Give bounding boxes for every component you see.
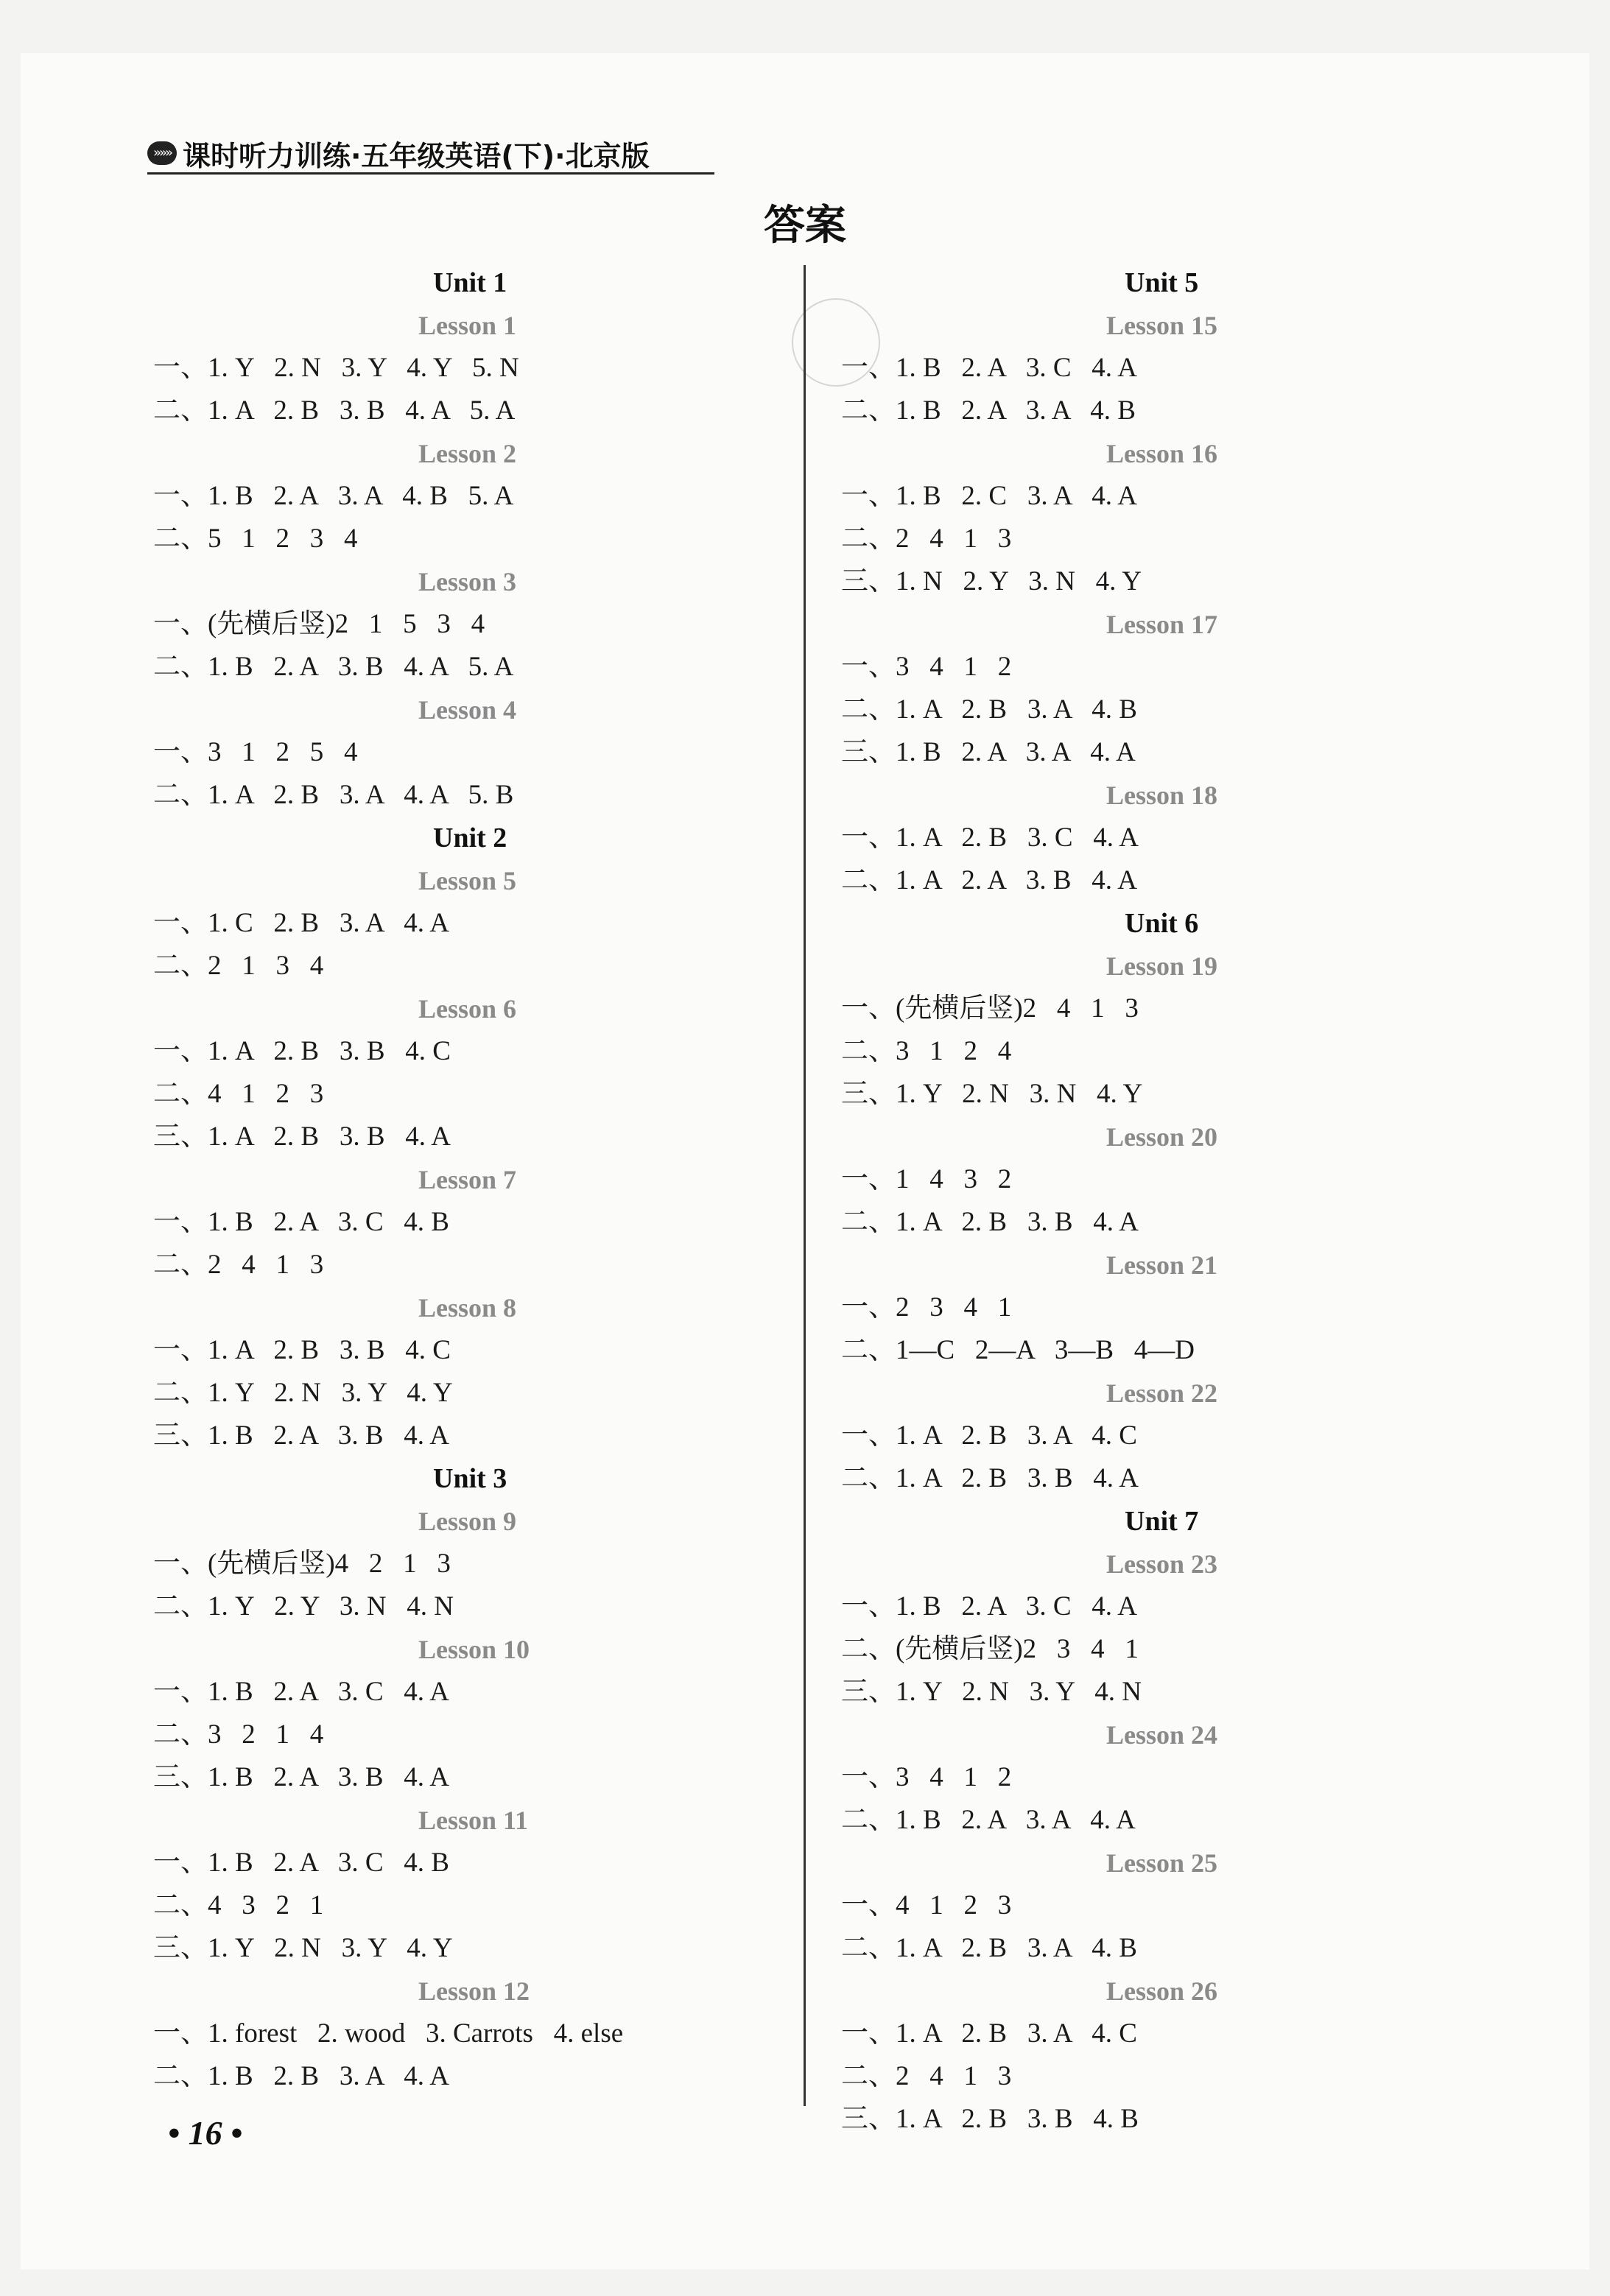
lesson-heading: Lesson 24 [1106, 1720, 1218, 1750]
lesson-heading: Lesson 9 [418, 1507, 517, 1536]
answer-line: 二、1. A 2. B 3. B 4. A [841, 1207, 1139, 1237]
answer-line: 二、1. Y 2. Y 3. N 4. N [153, 1591, 454, 1621]
answer-line: 二、1. A 2. B 3. A 4. B [841, 1933, 1137, 1963]
lesson-heading: Lesson 18 [1106, 781, 1218, 810]
answer-line: 二、1. A 2. A 3. B 4. A [841, 865, 1137, 895]
answer-line: 二、1. A 2. B 3. B 4. A [841, 1463, 1139, 1493]
answer-line: 三、1. Y 2. N 3. N 4. Y [841, 1079, 1143, 1109]
answer-line: 二、1. B 2. B 3. A 4. A [153, 2061, 449, 2091]
left-column [153, 261, 816, 2098]
answer-line: 三、1. Y 2. N 3. Y 4. N [841, 1677, 1142, 1707]
answer-line: 二、3 2 1 4 [153, 1719, 324, 1750]
unit-heading: Unit 3 [433, 1463, 507, 1494]
lesson-heading: Lesson 19 [1106, 951, 1218, 981]
lesson-heading: Lesson 5 [418, 866, 517, 895]
answer-line: 二、2 1 3 4 [153, 951, 324, 981]
lesson-heading: Lesson 3 [418, 567, 517, 596]
answer-line: 三、1. Y 2. N 3. Y 4. Y [153, 1933, 453, 1963]
answer-line: 二、1. A 2. B 3. A 4. B [841, 694, 1137, 725]
answer-line: 三、1. N 2. Y 3. N 4. Y [841, 566, 1142, 596]
answer-line: 二、1. B 2. A 3. A 4. B [841, 395, 1136, 426]
answer-line: 二、(先横后竖)2 3 4 1 [841, 1634, 1139, 1664]
answer-line: 二、3 1 2 4 [841, 1036, 1012, 1066]
lesson-heading: Lesson 11 [418, 1806, 529, 1835]
lesson-heading: Lesson 25 [1106, 1848, 1218, 1878]
answer-line: 二、1. B 2. A 3. A 4. A [841, 1805, 1136, 1835]
answer-line: 一、1. B 2. A 3. C 4. A [841, 353, 1137, 383]
answer-line: 一、1. A 2. B 3. B 4. C [153, 1036, 451, 1066]
answer-line: 一、1. B 2. A 3. C 4. B [153, 1848, 449, 1878]
page-number: • 16 • [168, 2114, 243, 2152]
lesson-heading: Lesson 23 [1106, 1549, 1218, 1579]
answer-line: 一、1. C 2. B 3. A 4. A [153, 908, 449, 938]
answer-line: 一、1. forest 2. wood 3. Carrots 4. else [153, 2018, 624, 2049]
unit-heading: Unit 7 [1125, 1506, 1199, 1537]
answer-line: 一、1. B 2. A 3. A 4. B 5. A [153, 481, 514, 511]
arrows-icon: »»» [147, 141, 177, 165]
page-title: 答案 [764, 202, 846, 250]
answer-line: 一、(先横后竖)4 2 1 3 [153, 1549, 451, 1579]
answer-line: 二、1—C 2—A 3—B 4—D [841, 1335, 1195, 1365]
answer-line: 一、1. A 2. B 3. A 4. C [841, 2018, 1137, 2049]
lesson-heading: Lesson 6 [418, 994, 517, 1024]
answer-line: 一、3 4 1 2 [841, 652, 1012, 682]
book-title: 课时听力训练·五年级英语(下)·北京版 [183, 139, 650, 172]
lesson-heading: Lesson 1 [418, 311, 517, 340]
lesson-heading: Lesson 8 [418, 1293, 517, 1323]
answer-line: 一、1. Y 2. N 3. Y 4. Y 5. N [153, 353, 519, 383]
answer-line: 三、1. A 2. B 3. B 4. B [841, 2104, 1139, 2134]
answer-line: 三、1. B 2. A 3. B 4. A [153, 1762, 449, 1792]
answer-line: 一、1. B 2. C 3. A 4. A [841, 481, 1137, 511]
unit-heading: Unit 5 [1125, 267, 1199, 298]
lesson-heading: Lesson 15 [1106, 311, 1218, 340]
answer-line: 一、1. A 2. B 3. B 4. C [153, 1335, 451, 1365]
answer-line: 一、1. A 2. B 3. C 4. A [841, 823, 1139, 853]
answer-line: 一、3 4 1 2 [841, 1762, 1012, 1792]
answer-line: 二、2 4 1 3 [153, 1250, 324, 1280]
answer-line: 三、1. B 2. A 3. A 4. A [841, 737, 1136, 767]
answer-line: 一、1. A 2. B 3. A 4. C [841, 1420, 1137, 1451]
answer-line: 一、(先横后竖)2 1 5 3 4 [153, 609, 485, 639]
book-header [147, 134, 714, 175]
answer-line: 三、1. B 2. A 3. B 4. A [153, 1420, 449, 1451]
lesson-heading: Lesson 2 [418, 439, 517, 468]
answer-line: 一、3 1 2 5 4 [153, 737, 358, 767]
answer-line: 二、1. Y 2. N 3. Y 4. Y [153, 1378, 453, 1408]
answer-line: 二、1. A 2. B 3. A 4. A 5. B [153, 780, 514, 810]
answer-line: 一、1. B 2. A 3. C 4. B [153, 1207, 449, 1237]
answer-line: 一、(先横后竖)2 4 1 3 [841, 993, 1139, 1024]
lesson-heading: Lesson 26 [1106, 1976, 1218, 2006]
lesson-heading: Lesson 21 [1106, 1250, 1218, 1280]
answer-line: 二、2 4 1 3 [841, 524, 1012, 554]
answer-line: 二、1. B 2. A 3. B 4. A 5. A [153, 652, 514, 682]
answer-line: 一、1. B 2. A 3. C 4. A [841, 1591, 1137, 1621]
answer-line: 一、1. B 2. A 3. C 4. A [153, 1677, 449, 1707]
answer-line: 二、4 1 2 3 [153, 1079, 324, 1109]
lesson-heading: Lesson 16 [1106, 439, 1218, 468]
answer-line: 二、2 4 1 3 [841, 2061, 1012, 2091]
lesson-heading: Lesson 4 [418, 695, 517, 725]
answer-line: 二、5 1 2 3 4 [153, 524, 358, 554]
lesson-heading: Lesson 10 [418, 1635, 530, 1664]
answer-line: 一、1 4 3 2 [841, 1164, 1012, 1194]
answer-line: 一、4 1 2 3 [841, 1890, 1012, 1920]
unit-heading: Unit 1 [433, 267, 507, 298]
answer-line: 二、1. A 2. B 3. B 4. A 5. A [153, 395, 516, 426]
lesson-heading: Lesson 22 [1106, 1378, 1218, 1408]
lesson-heading: Lesson 17 [1106, 610, 1218, 639]
lesson-heading: Lesson 7 [418, 1165, 517, 1194]
unit-heading: Unit 6 [1125, 908, 1199, 939]
lesson-heading: Lesson 20 [1106, 1122, 1218, 1152]
lesson-heading: Lesson 12 [418, 1976, 530, 2006]
right-column [841, 261, 1504, 2141]
answer-line: 三、1. A 2. B 3. B 4. A [153, 1121, 451, 1152]
answer-line: 二、4 3 2 1 [153, 1890, 324, 1920]
unit-heading: Unit 2 [433, 823, 507, 853]
answer-line: 一、2 3 4 1 [841, 1292, 1012, 1323]
